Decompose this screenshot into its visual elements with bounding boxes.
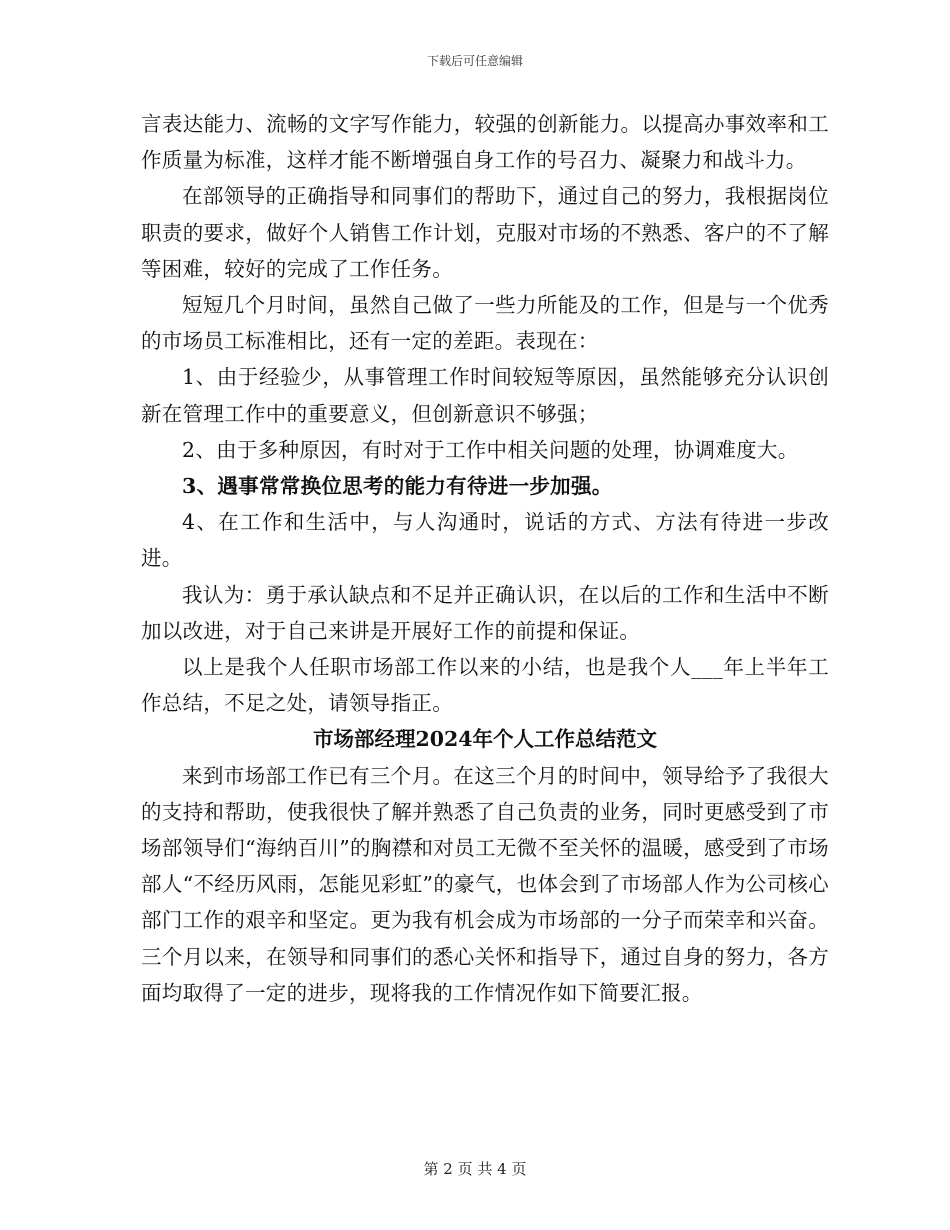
list-item-4: 4、在工作和生活中，与人沟通时，说话的方式、方法有待进一步改进。: [141, 510, 829, 571]
paragraph-shortcomings-intro: 短短几个月时间，虽然自己做了一些力所能及的工作，但是与一个优秀的市场员工标准相比，还有一定的差距。表现在：: [141, 293, 829, 354]
page-footer: 第 2 页 共 4 页: [423, 1160, 527, 1178]
list-item-3: 3、遇事常常换位思考的能力有待进一步加强。: [182, 474, 613, 499]
list-item-1: 1、由于经验少，从事管理工作时间较短等原因，虽然能够充分认识创新在管理工作中的重要意义，但创新意识不够强；: [141, 365, 829, 426]
paragraph-opinion: 我认为：勇于承认缺点和不足并正确认识，在以后的工作和生活中不断加以改进，对于自己来讲是开展好工作的前提和保证。: [141, 582, 829, 643]
document-body: [141, 106, 829, 1011]
page-header: 下载后可任意编辑: [426, 54, 523, 68]
paragraph-conclusion: 以上是我个人任职市场部工作以来的小结，也是我个人___年上半年工作总结，不足之处，请领导指正。: [141, 655, 829, 716]
paragraph-guidance: 在部领导的正确指导和同事们的帮助下，通过自己的努力，我根据岗位职责的要求，做好个人销售工作计划，克服对市场的不熟悉、客户的不了解等困难，较好的完成了工作任务。: [141, 184, 829, 281]
section-paragraph: 来到市场部工作已有三个月。在这三个月的时间中，领导给予了我很大的支持和帮助，使我很快了解并熟悉了自己负责的业务，同时更感受到了市场部领导们“海纳百川”的胸襟和对员工无微不至关怀的温暖，感受到了市场部人“不经历风雨，怎能见彩虹”的豪气，也体会到了市场部人作为公司核心部门工作的艰辛和坚定。更为我有机会成为市场部的一分子而荣幸和兴奋。三个月以来，在领导和同事们的悉心关怀和指导下，通过自身的努力，各方面均取得了一定的进步，现将我的工作情况作如下简要汇报。: [141, 763, 829, 1005]
paragraph-continuation: 言表达能力、流畅的文字写作能力，较强的创新能力。以提高办事效率和工作质量为标准，这样才能不断增强自身工作的号召力、凝聚力和战斗力。: [141, 112, 829, 173]
list-item-2: 2、由于多种原因，有时对于工作中相关问题的处理，协调难度大。: [182, 437, 799, 462]
section-title: 市场部经理2024年个人工作总结范文: [312, 727, 658, 752]
